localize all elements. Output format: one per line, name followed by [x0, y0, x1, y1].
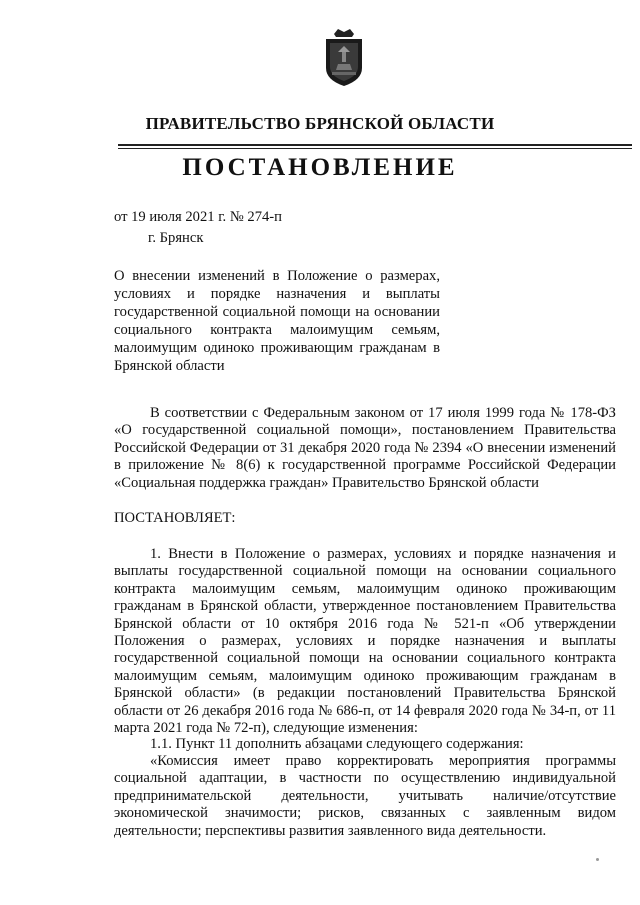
coat-of-arms-icon: [322, 28, 366, 88]
item-1-1-paragraph: 1.1. Пункт 11 дополнить абзацами следующего содержания:: [150, 736, 524, 752]
date-and-number: от 19 июля 2021 г. № 274-п: [114, 209, 282, 225]
subject-block: О внесении изменений в Положение о размерах, условиях и порядке назначения и выплаты государственной социальной помощи на основании социального контракта малоимущим семьям, малоимущим одиноко проживающим гражданам в Брянской области: [114, 268, 440, 374]
decree-word: ПОСТАНОВЛЯЕТ:: [114, 510, 236, 526]
quote-paragraph: «Комиссия имеет право корректировать мероприятия программы социальной адаптации, в частности по осуществлению индивидуальной предпринимательской деятельности, учитывать наличие/отсутствие экономической значимости; рисков, связанных с заявленным видом деятельности; перспективы развития заявленного вида деятельности.: [114, 753, 616, 839]
city: г. Брянск: [148, 230, 204, 246]
preamble-paragraph: В соответствии с Федеральным законом от 17 июля 1999 года № 178-ФЗ «О государственной социальной помощи», постановлением Правительства Российской Федерации от 31 декабря 2020 года № 2394 «О внесении изменений в приложение № 8(6) к государственной программе Российской Федерации «Социальная поддержка граждан» Правительство Брянской области: [114, 405, 616, 491]
header-rule-thick: [118, 144, 632, 146]
scan-speck: [596, 858, 599, 861]
item-1-paragraph: 1. Внести в Положение о размерах, условиях и порядке назначения и выплаты государственной социальной помощи на основании социального контракта малоимущим семьям, малоимущим одиноко проживающим гражданам в Брянской области, утвержденное постановлением Правительства Брянской области от 10 октября 2016 года № 521-п «Об утверждении Положения о размерах, условиях и порядке назначения и выплаты государственной социальной помощи на основании социального контракта малоимущим семьям, малоимущим одиноко проживающим гражданам в Брянской области» (в редакции постановлений Правительства Брянской области от 26 декабря 2016 года № 686-п, от 14 февраля 2020 года № 34-п, от 11 марта 2021 года № 72-п), следующие изменения:: [114, 546, 616, 737]
document-type-title: ПОСТАНОВЛЕНИЕ: [182, 154, 458, 181]
government-name: ПРАВИТЕЛЬСТВО БРЯНСКОЙ ОБЛАСТИ: [145, 114, 495, 133]
header-rule-thin: [118, 148, 632, 149]
